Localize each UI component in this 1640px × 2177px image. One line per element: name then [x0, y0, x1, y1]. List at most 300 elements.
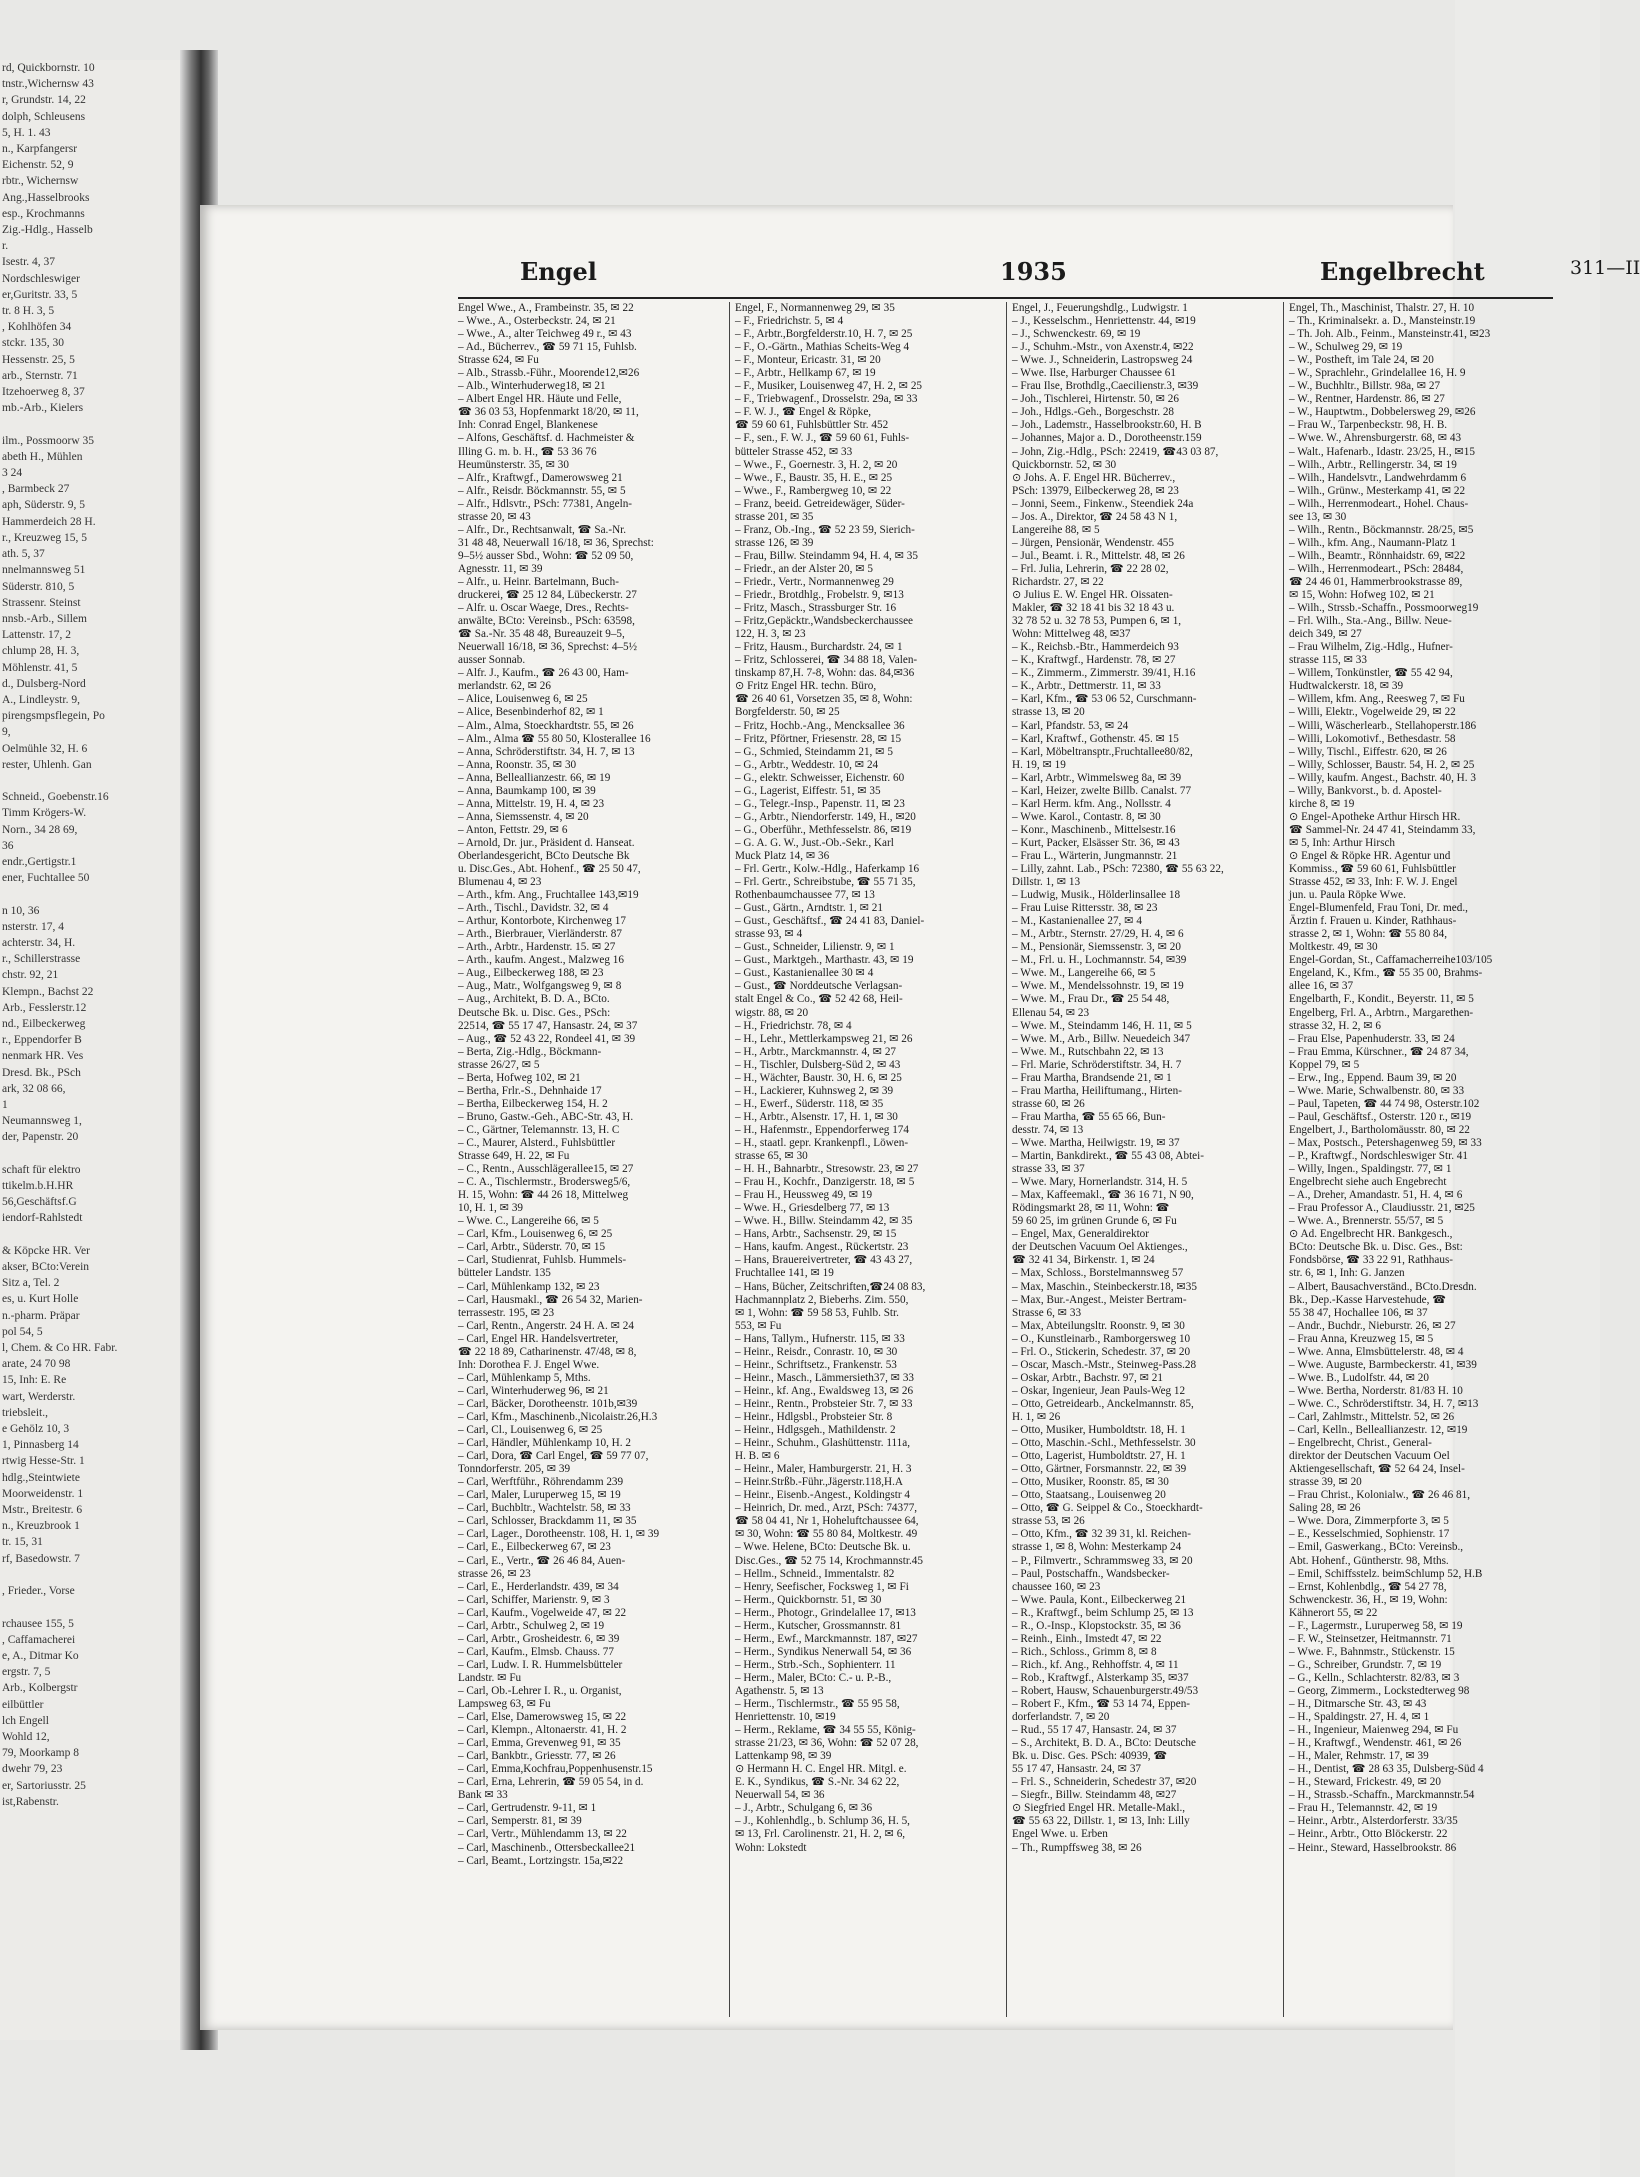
directory-entry-line: – H., Steward, Frickestr. 49, ✉ 20 — [1289, 1776, 1441, 1789]
facing-page-line: endr.,Gertigstr.1 — [2, 855, 77, 868]
directory-entry-line: PSch: 13979, Eilbeckerweg 28, ✉ 23 — [1012, 484, 1179, 497]
directory-entry-line: – F., Musiker, Louisenweg 47, H. 2, ✉ 25 — [735, 380, 923, 393]
directory-entry-line: – Heinr., Reisdr., Conrastr. 10, ✉ 30 — [735, 1345, 898, 1358]
directory-entry-line: – Karl, Arbtr., Wimmelsweg 8a, ✉ 39 — [1012, 771, 1182, 784]
directory-entry-line: – W., Schulweg 29, ✉ 19 — [1289, 341, 1403, 354]
directory-entry-line: – A., Dreher, Amandastr. 51, H. 4, ✉ 6 — [1289, 1189, 1463, 1202]
facing-page-line: tr. 8 H. 3, 5 — [2, 305, 55, 318]
directory-entry-line: – Aug., Eilbeckerweg 188, ✉ 23 — [458, 967, 604, 980]
directory-entry-line: – Alfr. J., Kaufm., ☎ 26 43 00, Ham- — [458, 667, 629, 680]
directory-entry-line: – G., Schmied, Steindamm 21, ✉ 5 — [735, 745, 893, 758]
directory-entry-line: – Wwe. M., Langereihe 66, ✉ 5 — [1012, 967, 1156, 980]
directory-entry-line: – Bruno, Gastw.-Geh., ABC-Str. 43, H. — [458, 1110, 634, 1123]
directory-entry-line: 22514, ☎ 55 17 47, Hansastr. 24, ✉ 37 — [458, 1019, 638, 1032]
facing-page-line: ist,Rabenstr. — [2, 1795, 59, 1808]
directory-entry-line: E. K., Syndikus, ☎ S.-Nr. 34 62 22, — [735, 1776, 900, 1789]
directory-entry-line: 55 17 47, Hansastr. 24, ✉ 37 — [1012, 1763, 1142, 1776]
directory-entry-line: – Fritz, Pförtner, Friesenstr. 28, ✉ 15 — [735, 732, 902, 745]
directory-entry-line: – H., Tischler, Dulsberg-Süd 2, ✉ 43 — [735, 1058, 901, 1071]
directory-entry-line: – H., Kraftwgf., Wendenstr. 461, ✉ 26 — [1289, 1737, 1462, 1750]
column-2 — [735, 302, 1000, 2017]
facing-page-line: tr. 15, 31 — [2, 1536, 43, 1549]
directory-entry-line: Langereihe 88, ✉ 5 — [1012, 523, 1100, 536]
facing-page-line: arate, 24 70 98 — [2, 1358, 71, 1371]
directory-entry-line: ☎ 58 04 41, Nr 1, Hoheluftchaussee 64, — [735, 1515, 919, 1528]
directory-entry-line: Landstr. ✉ Fu — [458, 1671, 522, 1684]
facing-page-line: Timm Krögers-W. — [2, 807, 87, 820]
directory-entry-line: – J., Arbtr., Schulgang 6, ✉ 36 — [735, 1802, 873, 1815]
directory-entry-line: Strasse 649, H. 22, ✉ Fu — [458, 1150, 570, 1163]
directory-entry-line: – Herm., Syndikus Nenerwall 54, ✉ 36 — [735, 1645, 912, 1658]
facing-page-line: rf, Basedowstr. 7 — [2, 1552, 80, 1565]
directory-entry-line: ☎ 55 63 22, Dillstr. 1, ✉ 13, Inh: Lilly — [1012, 1815, 1190, 1828]
directory-entry-line: H. B. ✉ 6 — [735, 1450, 780, 1463]
directory-entry-line: terrassestr. 195, ✉ 23 — [458, 1306, 555, 1319]
directory-entry-line: – Wwe. Karol., Contastr. 8, ✉ 30 — [1012, 810, 1161, 823]
directory-entry-line: – C., Gärtner, Telemannstr. 13, H. C — [458, 1123, 620, 1136]
directory-entry-line: – Robert, Hausw, Schauenburgerstr.49/53 — [1012, 1684, 1199, 1697]
directory-entry-line: – C. A., Tischlermstr., Brodersweg5/6, — [458, 1176, 631, 1189]
directory-entry-line: – R., Kraftwgf., beim Schlump 25, ✉ 13 — [1012, 1606, 1194, 1619]
directory-entry-line: Henriettenstr. 10, ✉19 — [735, 1711, 836, 1724]
directory-entry-line: Lampsweg 63, ✉ Fu — [458, 1698, 551, 1711]
directory-entry-line: Schwenckestr. 36, H., ✉ 19, Wohn: — [1289, 1593, 1448, 1606]
directory-entry-line: – P., Filmvertr., Schrammsweg 33, ✉ 20 — [1012, 1554, 1193, 1567]
directory-entry-line: deich 349, ✉ 27 — [1289, 628, 1362, 641]
directory-entry-line: – John, Zig.-Hdlg., PSch: 22419, ☎43 03 87, — [1012, 445, 1219, 458]
facing-page-line: nnelmannsweg 51 — [2, 564, 86, 577]
directory-entry-line: – Bertha, Eilbeckerweg 154, H. 2 — [458, 1097, 608, 1110]
directory-entry-line: – Herm., Tischlermstr., ☎ 55 95 58, — [735, 1698, 900, 1711]
directory-entry-line: – Oskar, Ingenieur, Jean Pauls-Weg 12 — [1012, 1384, 1186, 1397]
directory-entry-line: – Jonni, Seem., Finkenw., Steendiek 24a — [1012, 497, 1194, 510]
directory-entry-line: – Wwe. M., Steindamm 146, H. 11, ✉ 5 — [1012, 1019, 1192, 1032]
directory-entry-line: – H., Wächter, Baustr. 30, H. 6, ✉ 25 — [735, 1071, 902, 1084]
directory-entry-line: strasse 115, ✉ 33 — [1289, 654, 1367, 667]
directory-entry-line: – M., Kastanienallee 27, ✉ 4 — [1012, 915, 1142, 928]
directory-entry-line: – Heinr., Masch., Lämmersieth37, ✉ 33 — [735, 1371, 915, 1384]
directory-entry-line: Saling 28, ✉ 26 — [1289, 1502, 1361, 1515]
directory-entry-line: – Frau Martha, Brandsende 21, ✉ 1 — [1012, 1071, 1172, 1084]
directory-entry-line: Engeland, K., Kfm., ☎ 55 35 00, Brahms- — [1289, 967, 1483, 980]
directory-entry-line: – Carl, Ob.-Lehrer I. R., u. Organist, — [458, 1684, 622, 1697]
directory-entry-line: – K., Kraftwgf., Hardenstr. 78, ✉ 27 — [1012, 654, 1176, 667]
directory-entry-line: – Willy, kaufm. Angest., Bachstr. 40, H. 3 — [1289, 771, 1476, 784]
directory-entry-line: – Anna, Belleallianzestr. 66, ✉ 19 — [458, 771, 611, 784]
directory-entry-line: – Franz, Ob.-Ing., ☎ 52 23 59, Sierich- — [735, 523, 915, 536]
directory-entry-line: – E., Kesselschmied, Sophienstr. 17 — [1289, 1528, 1450, 1541]
directory-entry-line: – Wwe. M., Frau Dr., ☎ 25 54 48, — [1012, 993, 1170, 1006]
directory-entry-line: – M., Pensionär, Siemssenstr. 3, ✉ 20 — [1012, 941, 1181, 954]
directory-entry-line: – Arth., Tischl., Davidstr. 32, ✉ 4 — [458, 902, 609, 915]
facing-page-line: nd., Eilbeckerweg — [2, 1017, 86, 1030]
directory-entry-line: Strasse 6, ✉ 33 — [1012, 1306, 1082, 1319]
facing-page-line: , Frieder., Vorse — [2, 1585, 75, 1598]
facing-page-line: tnstr.,Wichernsw 43 — [2, 78, 94, 91]
directory-entry-line: stalt Engel & Co., ☎ 52 42 68, Heil- — [735, 993, 903, 1006]
facing-page-line: Arb., Fesslerstr.12 — [2, 1001, 87, 1014]
directory-entry-line: – Alm., Alma ☎ 55 80 50, Klosterallee 16 — [458, 732, 651, 745]
directory-entry-line: – Jul., Beamt. i. R., Mittelstr. 48, ✉ 26 — [1012, 549, 1185, 562]
directory-entry-line: Rödingsmarkt 28, ✉ 11, Wohn: ☎ — [1012, 1202, 1170, 1215]
directory-entry-line: – J., Schuhm.-Mstr., von Axenstr.4, ✉22 — [1012, 341, 1194, 354]
directory-entry-line: – Otto, Lagerist, Humboldtstr. 27, H. 1 — [1012, 1450, 1186, 1463]
directory-entry-line: – Alfr., Kraftwgf., Damerowsweg 21 — [458, 471, 623, 484]
directory-entry-line: – Carl, Arbtr., Grosheidestr. 6, ✉ 39 — [458, 1632, 620, 1645]
directory-entry-line: strasse 13, ✉ 20 — [1012, 706, 1085, 719]
directory-entry-line: Inh: Conrad Engel, Blankenese — [458, 419, 598, 432]
facing-page-line: mb.-Arb., Kielers — [2, 402, 84, 415]
directory-entry-line: ☎ 36 03 53, Hopfenmarkt 18/20, ✉ 11, — [458, 406, 639, 419]
directory-entry-line: ⊙ Fritz Engel HR. techn. Büro, — [735, 680, 877, 693]
directory-entry-line: – Joh., Lademstr., Hasselbrookstr.60, H. B — [1012, 419, 1202, 432]
directory-entry-line: – Carl, Kaufm., Elmsb. Chauss. 77 — [458, 1645, 614, 1658]
directory-entry-line: – Alfr. u. Oscar Waege, Dres., Rechts- — [458, 602, 629, 615]
facing-page-line: rchausee 155, 5 — [2, 1617, 74, 1630]
directory-entry-line: – H. H., Bahnarbtr., Stresowstr. 23, ✉ 27 — [735, 1163, 919, 1176]
directory-entry-line: – Anna, Schröderstiftstr. 34, H. 7, ✉ 13 — [458, 745, 635, 758]
directory-entry-line: – Jos. A., Direktor, ☎ 24 58 43 N 1, — [1012, 510, 1178, 523]
facing-page-line: Neumannsweg 1, — [2, 1115, 82, 1128]
directory-entry-line: – Carl, Bäcker, Dorotheenstr. 101b,✉39 — [458, 1397, 638, 1410]
directory-entry-line: H. 15, Wohn: ☎ 44 26 18, Mittelweg — [458, 1189, 629, 1202]
directory-entry-line: – Gust., Geschäftsf., ☎ 24 41 83, Daniel- — [735, 915, 925, 928]
directory-entry-line: – Siegfr., Billw. Steindamm 48, ✉27 — [1012, 1789, 1177, 1802]
directory-page — [200, 205, 1640, 2030]
header-right-word: Engelbrecht — [1320, 257, 1485, 286]
column-divider — [729, 302, 730, 2017]
facing-page-line: n., Kreuzbrook 1 — [2, 1520, 80, 1533]
directory-entry-line: – Wwe. Paula, Kont., Eilbeckerweg 21 — [1012, 1593, 1187, 1606]
directory-entry-line: Strasse 452, ✉ 33, Inh: F. W. J. Engel — [1289, 876, 1458, 889]
facing-page-line: dwehr 79, 23 — [2, 1763, 63, 1776]
directory-entry-line: – Kurt, Packer, Elsässer Str. 36, ✉ 43 — [1012, 836, 1180, 849]
directory-entry-line: – Friedr., an der Alster 20, ✉ 5 — [735, 562, 874, 575]
directory-entry-line: – Wilh., Herrenmodeart., Hohel. Chaus- — [1289, 497, 1469, 510]
directory-entry-line: – Willem, kfm. Ang., Reesweg 7, ✉ Fu — [1289, 693, 1465, 706]
directory-entry-line: – Emil, Gaswerkang., BCto: Vereinsb., — [1289, 1541, 1464, 1554]
directory-entry-line: – P., Kraftwgf., Nordschleswiger Str. 41 — [1289, 1150, 1468, 1163]
facing-page-line: abeth H., Mühlen — [2, 450, 83, 463]
directory-entry-line: – Hans, kaufm. Angest., Rückertstr. 23 — [735, 1241, 909, 1254]
facing-page-line: nsterstr. 17, 4 — [2, 920, 64, 933]
directory-entry-line: – Albert Engel HR. Häute und Felle, — [458, 393, 622, 406]
column-3 — [1012, 302, 1277, 2017]
facing-page-line: Strassenr. Steinst — [2, 596, 81, 609]
directory-entry-line: – G., Arbtr., Niendorferstr. 149, H., ✉20 — [735, 810, 916, 823]
directory-entry-line: – Hans, Bücher, Zeitschriften,☎24 08 83, — [735, 1280, 926, 1293]
directory-entry-line: – F., Friedrichstr. 5, ✉ 4 — [735, 315, 844, 328]
directory-entry-line: ☎ 24 46 01, Hammerbrookstrasse 89, — [1289, 575, 1463, 588]
directory-entry-line: – Rud., 55 17 47, Hansastr. 24, ✉ 37 — [1012, 1724, 1177, 1737]
directory-entry-line: strasse 2, ✉ 1, Wohn: ☎ 55 80 84, — [1289, 928, 1448, 941]
directory-entry-line: – Carl, Winterhuderweg 96, ✉ 21 — [458, 1384, 609, 1397]
directory-entry-line: – Wwe. F., Bahnmstr., Stückenstr. 15 — [1289, 1645, 1455, 1658]
directory-entry-line: – Carl, Schiffer, Marienstr. 9, ✉ 3 — [458, 1593, 610, 1606]
directory-entry-line: – Carl, Buchbltr., Wachtelstr. 58, ✉ 33 — [458, 1502, 631, 1515]
directory-entry-line: strasse 21/23, ✉ 36, Wohn: ☎ 52 07 28, — [735, 1737, 919, 1750]
directory-entry-line: – H., Arbtr., Marckmannstr. 4, ✉ 27 — [735, 1045, 897, 1058]
directory-entry-line: – Wwe., F., Baustr. 35, H. E., ✉ 25 — [735, 471, 893, 484]
directory-entry-line: chaussee 160, ✉ 23 — [1012, 1580, 1101, 1593]
directory-entry-line: Engel, J., Feuerungshdlg., Ludwigstr. 1 — [1012, 302, 1188, 314]
facing-page-line: Schneid., Goebenstr.16 — [2, 791, 109, 804]
directory-entry-line: strasse 33, ✉ 37 — [1012, 1163, 1085, 1176]
facing-page-line: es, u. Kurt Holle — [2, 1293, 79, 1306]
directory-entry-line: – Carl, Kfm., Maschinenb.,Nicolaistr.26,H.3 — [458, 1410, 658, 1423]
directory-entry-line: – F., Lagermstr., Luruperweg 58, ✉ 19 — [1289, 1619, 1463, 1632]
directory-entry-line: – Gust., ☎ Norddeutsche Verlagsan- — [735, 980, 903, 993]
directory-entry-line: – Walt., Hafenarb., Idastr. 23/25, H., ✉15 — [1289, 445, 1475, 458]
facing-page-line: schaft für elektro — [2, 1163, 81, 1176]
directory-entry-line: – H., Spaldingstr. 27, H. 4, ✉ 1 — [1289, 1711, 1430, 1724]
directory-entry-line: dorferlandstr. 7, ✉ 20 — [1012, 1711, 1110, 1724]
directory-entry-line: – Alfr., Reisdr. Böckmannstr. 55, ✉ 5 — [458, 484, 626, 497]
directory-entry-line: 59 60 25, im grünen Grunde 6, ✉ Fu — [1012, 1215, 1177, 1228]
directory-entry-line: – Carl, E., Vertr., ☎ 26 46 84, Auen- — [458, 1554, 626, 1567]
directory-entry-line: – Th. Joh. Alb., Feinm., Mansteinstr.41, ✉23 — [1289, 328, 1491, 341]
directory-entry-line: – H., Dentist, ☎ 28 63 35, Dulsberg-Süd 4 — [1289, 1763, 1484, 1776]
directory-entry-line: Abt. Hohenf., Güntherstr. 98, Mths. — [1289, 1554, 1449, 1567]
directory-entry-line: – Wwe. Helene, BCto: Deutsche Bk. u. — [735, 1541, 911, 1554]
facing-page-line: Oelmühle 32, H. 6 — [2, 742, 88, 755]
directory-entry-line: – Anna, Mittelstr. 19, H. 4, ✉ 23 — [458, 797, 605, 810]
directory-entry-line: – Wwe. M., Mendelssohnstr. 19, ✉ 19 — [1012, 980, 1184, 993]
directory-entry-line: – Emil, Schiffsstelz. beimSchlump 52, H.B — [1289, 1567, 1483, 1580]
directory-entry-line: – Arnold, Dr. jur., Präsident d. Hanseat. — [458, 836, 635, 849]
directory-entry-line: – F., O.-Gärtn., Mathias Scheits-Weg 4 — [735, 341, 910, 354]
directory-entry-line: Heumünsterstr. 35, ✉ 30 — [458, 458, 569, 471]
directory-entry-line: 31 48 48, Neuerwall 16/18, ✉ 36, Sprechst: — [458, 536, 654, 549]
directory-entry-line: strasse 126, ✉ 39 — [735, 536, 814, 549]
directory-entry-line: – Carl, Bankbtr., Griesstr. 77, ✉ 26 — [458, 1750, 616, 1763]
directory-entry-line: – G., Lagerist, Eiffestr. 51, ✉ 35 — [735, 784, 881, 797]
directory-entry-line: – Carl, Vertr., Mühlendamm 13, ✉ 22 — [458, 1828, 627, 1841]
facing-page-line: rester, Uhlenh. Gan — [2, 758, 92, 771]
facing-page-line: rd, Quickbornstr. 10 — [2, 62, 95, 74]
directory-entry-line: – Alb., Strassb.-Führ., Moorende12,✉26 — [458, 367, 640, 380]
directory-entry-line: – Wwe. M., Arb., Billw. Neuedeich 347 — [1012, 1032, 1191, 1045]
directory-entry-line: – H., Strassb.-Schaffn., Marckmannstr.54 — [1289, 1789, 1475, 1802]
directory-entry-line: Agathenstr. 5, ✉ 13 — [735, 1684, 824, 1697]
facing-page-line: wart, Werderstr. — [2, 1390, 76, 1403]
header-year: 1935 — [1000, 257, 1067, 286]
directory-entry-line: – H., Arbtr., Alsenstr. 17, H. 1, ✉ 30 — [735, 1110, 898, 1123]
directory-entry-line: strasse 60, ✉ 26 — [1012, 1097, 1085, 1110]
directory-entry-line: – Frl. Wilh., Sta.-Ang., Billw. Neue- — [1289, 615, 1452, 628]
directory-entry-line: – Alice, Besenbinderhof 82, ✉ 1 — [458, 706, 604, 719]
directory-entry-line: – Wwe. M., Rutschbahn 22, ✉ 13 — [1012, 1045, 1164, 1058]
facing-page-line: , Caffamacherei — [2, 1633, 76, 1646]
directory-entry-line: – Frau Emma, Kürschner., ☎ 24 87 34, — [1289, 1045, 1469, 1058]
directory-entry-line: Wohn: Lokstedt — [735, 1841, 807, 1854]
directory-entry-line: Hudtwalckerstr. 18, ✉ 39 — [1289, 680, 1404, 693]
directory-entry-line: Neuerwall 54, ✉ 36 — [735, 1789, 825, 1802]
directory-entry-line: Strasse 624, ✉ Fu — [458, 354, 539, 367]
directory-entry-line: – Oskar, Arbtr., Bachstr. 97, ✉ 21 — [1012, 1371, 1163, 1384]
directory-entry-line: Hachmannplatz 2, Bieberhs. Zim. 550, — [735, 1293, 909, 1306]
facing-page-line — [0, 1146, 190, 1162]
directory-entry-line: – Rob., Kraftwgf., Alsterkamp 35, ✉37 — [1012, 1671, 1189, 1684]
directory-entry-line: – G. A. G. W., Just.-Ob.-Sekr., Karl — [735, 836, 894, 849]
directory-entry-line: Neuerwall 16/18, ✉ 36, Sprechst: 4–5½ — [458, 641, 638, 654]
directory-entry-line: Illing G. m. b. H., ☎ 53 36 76 — [458, 445, 597, 458]
facing-page-line: triebsleit., — [2, 1406, 48, 1419]
directory-entry-line: Makler, ☎ 32 18 41 bis 32 18 43 u. — [1012, 602, 1175, 615]
directory-entry-line: – F., Arbtr., Hellkamp 67, ✉ 19 — [735, 367, 876, 380]
directory-entry-line: – Carl, Dora, ☎ Carl Engel, ☎ 59 77 07, — [458, 1450, 649, 1463]
directory-entry-line: – Wwe., A., alter Teichweg 49 r., ✉ 43 — [458, 328, 632, 341]
directory-entry-line: – Paul, Postschaffn., Wandsbecker- — [1012, 1567, 1170, 1580]
directory-entry-line: – Wilh., Rentn., Böckmannstr. 28/25, ✉5 — [1289, 523, 1474, 536]
directory-entry-line: ✉ 5, Inh: Arthur Hirsch — [1289, 836, 1396, 849]
directory-entry-line: – H., Ditmarsche Str. 43, ✉ 43 — [1289, 1698, 1427, 1711]
directory-entry-line: – Herm., Reklame, ☎ 34 55 55, König- — [735, 1724, 916, 1737]
directory-entry-line: strasse 65, ✉ 30 — [735, 1150, 808, 1163]
directory-entry-line: – Alfr., Hdlsvtr., PSch: 77381, Angeln- — [458, 497, 633, 510]
facing-page-line: n.-pharm. Präpar — [2, 1309, 80, 1322]
facing-page-line: arb., Sternstr. 71 — [2, 369, 78, 382]
directory-entry-line: – Carl, Kfm., Louisenweg 6, ✉ 25 — [458, 1228, 613, 1241]
directory-entry-line: – Fritz,Gepäcktr.,Wandsbeckerchaussee — [735, 615, 914, 628]
directory-entry-line: Lattenkamp 98, ✉ 39 — [735, 1750, 832, 1763]
directory-entry-line: strasse 32, H. 2, ✉ 6 — [1289, 1019, 1382, 1032]
directory-entry-line: Engel Wwe., A., Frambeinstr. 35, ✉ 22 — [458, 302, 634, 314]
directory-entry-line: – Frau H., Kochfr., Danzigerstr. 18, ✉ 5 — [735, 1176, 915, 1189]
directory-entry-line: – F., Triebwagenf., Drosselstr. 29a, ✉ 33 — [735, 393, 918, 406]
directory-entry-line: 55 38 47, Hochallee 106, ✉ 37 — [1289, 1306, 1428, 1319]
directory-columns — [458, 302, 1553, 2022]
directory-entry-line: der Deutschen Vacuum Oel Aktienges., — [1012, 1241, 1188, 1254]
facing-page-line: Wohld 12, — [2, 1730, 50, 1743]
facing-page-line: 5, H. 1. 43 — [2, 126, 51, 139]
directory-entry-line: Oberlandesgericht, BCto Deutsche Bk — [458, 849, 630, 862]
directory-entry-line: – Frau W., Tarpenbeckstr. 98, H. B. — [1289, 419, 1448, 432]
column-divider — [1283, 302, 1284, 2017]
directory-entry-line: – Lilly, zahnt. Lab., PSch: 72380, ☎ 55 63 22, — [1012, 863, 1224, 876]
directory-entry-line: Engel, F., Normannenweg 29, ✉ 35 — [735, 302, 895, 314]
directory-entry-line: – Alm., Alma, Stoeckhardtstr. 55, ✉ 26 — [458, 719, 634, 732]
directory-entry-line: – Otto, Getreidearb., Anckelmannstr. 85, — [1012, 1397, 1194, 1410]
directory-entry-line: – Willy, Schlosser, Baustr. 54, H. 2, ✉ 25 — [1289, 758, 1475, 771]
directory-entry-line: – Fritz, Hochb.-Ang., Mencksallee 36 — [735, 719, 905, 732]
directory-entry-line: direktor der Deutschen Vacuum Oel — [1289, 1450, 1450, 1463]
facing-page-line: pol 54, 5 — [2, 1325, 43, 1338]
directory-entry-line: – R., O.-Insp., Klopstockstr. 35, ✉ 36 — [1012, 1619, 1181, 1632]
facing-page-line: r, Grundstr. 14, 22 — [2, 94, 86, 107]
directory-entry-line: – H., Maler, Rehmstr. 17, ✉ 39 — [1289, 1750, 1429, 1763]
directory-entry-line: – Ad., Bücherrev., ☎ 59 71 15, Fuhlsb. — [458, 341, 637, 354]
directory-entry-line: BCto: Deutsche Bk. u. Disc. Ges., Bst: — [1289, 1241, 1463, 1254]
directory-entry-line: – Carl, Emma, Grevenweg 91, ✉ 35 — [458, 1737, 621, 1750]
directory-entry-line: – Wwe. Marie, Schwalbenstr. 80, ✉ 33 — [1289, 1084, 1465, 1097]
directory-entry-line: – Friedr., Vertr., Normannenweg 29 — [735, 575, 894, 588]
facing-page-line: dolph, Schleusens — [2, 110, 86, 123]
directory-entry-line: Rothenbaumchaussee 77, ✉ 13 — [735, 889, 875, 902]
directory-entry-line: – Henry, Seefischer, Focksweg 1, ✉ Fi — [735, 1580, 909, 1593]
facing-page-line: Mstr., Breitestr. 6 — [2, 1504, 83, 1517]
directory-entry-line: – Herm., Strb.-Sch., Sophienterr. 11 — [735, 1658, 896, 1671]
directory-entry-line: – Gust., Kastanienallee 30 ✉ 4 — [735, 967, 874, 980]
facing-page-line: r. — [2, 240, 9, 253]
directory-entry-line: – Frl. Gertr., Schreibstube, ☎ 55 71 35, — [735, 876, 916, 889]
directory-entry-line: – H., Lehr., Mettlerkampsweg 21, ✉ 26 — [735, 1032, 913, 1045]
column-1 — [458, 302, 723, 2017]
page-header — [520, 257, 1640, 291]
directory-entry-line: ✉ 30, Wohn: ☎ 55 80 84, Moltkestr. 49 — [735, 1528, 918, 1541]
facing-page-line: Norn., 34 28 69, — [2, 823, 78, 836]
directory-entry-line: – Frau Wilhelm, Zig.-Hdlg., Hufner- — [1289, 641, 1453, 654]
directory-entry-line: – H., Ingenieur, Maienweg 294, ✉ Fu — [1289, 1724, 1459, 1737]
directory-entry-line: – Carl, Händler, Mühlenkamp 10, H. 2 — [458, 1437, 631, 1450]
directory-entry-line: – G., Schreiber, Grundstr. 7, ✉ 19 — [1289, 1658, 1442, 1671]
directory-entry-line: – Max, Kaffeemakl., ☎ 36 16 71, N 90, — [1012, 1189, 1194, 1202]
directory-entry-line: – Frau, Billw. Steindamm 94, H. 4, ✉ 35 — [735, 549, 918, 562]
directory-entry-line: – Frau Ilse, Brothdlg.,Caecilienstr.3, ✉39 — [1012, 380, 1199, 393]
directory-entry-line: – Willem, Tonkünstler, ☎ 55 42 94, — [1289, 667, 1453, 680]
facing-page-line: Eichenstr. 52, 9 — [2, 159, 74, 172]
directory-entry-line: – Wwe. Ilse, Harburger Chaussee 61 — [1012, 367, 1176, 380]
directory-entry-line: 9–5½ ausser Sbd., Wohn: ☎ 52 09 50, — [458, 549, 634, 562]
directory-entry-line: Inh: Dorothea F. J. Engel Wwe. — [458, 1358, 600, 1371]
directory-entry-line: – G., elektr. Schweisser, Eichenstr. 60 — [735, 771, 905, 784]
directory-entry-line: – Ludwig, Musik., Hölderlinsallee 18 — [1012, 889, 1181, 902]
facing-page-line: Möhlenstr. 41, 5 — [2, 661, 78, 674]
facing-page-line — [0, 416, 190, 432]
directory-entry-line: – F., Monteur, Ericastr. 31, ✉ 20 — [735, 354, 881, 367]
directory-entry-line: ☎ 32 41 34, Birkenstr. 1, ✉ 24 — [1012, 1254, 1155, 1267]
directory-entry-line: – Frau Anna, Kreuzweg 15, ✉ 5 — [1289, 1332, 1434, 1345]
directory-entry-line: – Robert F., Kfm., ☎ 53 14 74, Eppen- — [1012, 1698, 1191, 1711]
directory-entry-line: – Herm., Photogr., Grindelallee 17, ✉13 — [735, 1606, 916, 1619]
facing-page-line: r., Eppendorfer B — [2, 1034, 82, 1047]
directory-entry-line: – Wwe., F., Goernestr. 3, H. 2, ✉ 20 — [735, 458, 898, 471]
directory-entry-line: druckerei, ☎ 25 12 84, Lübeckerstr. 27 — [458, 589, 637, 602]
directory-entry-line: Kommiss., ☎ 59 60 61, Fuhlsbüttler — [1289, 863, 1456, 876]
facing-page-line: , Barmbeck 27 — [2, 483, 70, 496]
directory-entry-line: – Hellm., Schneid., Immentalstr. 82 — [735, 1567, 895, 1580]
directory-entry-line: – Otto, Musiker, Roonstr. 85, ✉ 30 — [1012, 1476, 1169, 1489]
directory-entry-line: – W., Rentner, Hardenstr. 86, ✉ 27 — [1289, 393, 1445, 406]
directory-entry-line: – Wwe. Martha, Heilwigstr. 19, ✉ 37 — [1012, 1137, 1180, 1149]
directory-entry-line: – H., Hafenmstr., Eppendorferweg 174 — [735, 1123, 909, 1136]
directory-entry-line: – Carl, Kelln., Belleallianzestr. 12, ✉19 — [1289, 1424, 1468, 1437]
directory-entry-line: – Ernst, Kohlenbdlg., ☎ 54 27 78, — [1289, 1580, 1447, 1593]
column-divider — [1006, 302, 1007, 2017]
directory-entry-line: – Frau H., Heussweg 49, ✉ 19 — [735, 1189, 873, 1202]
directory-entry-line: Wohn: Mittelweg 48, ✉37 — [1012, 628, 1131, 641]
directory-entry-line: – Th., Rumpffsweg 38, ✉ 26 — [1012, 1841, 1142, 1854]
directory-entry-line: – Karl, Kfm., ☎ 53 06 52, Curschmann- — [1012, 693, 1197, 706]
directory-entry-line: strasse 26/27, ✉ 5 — [458, 1058, 540, 1071]
directory-entry-line: Fruchtallee 141, ✉ 19 — [735, 1267, 834, 1280]
facing-page-line: Moorweidenstr. 1 — [2, 1487, 84, 1500]
directory-entry-line: – Wwe. Dora, Zimmerpforte 3, ✉ 5 — [1289, 1515, 1449, 1528]
directory-entry-line: wigstr. 88, ✉ 20 — [735, 1006, 809, 1019]
directory-entry-line: Engel Wwe. u. Erben — [1012, 1828, 1108, 1841]
facing-page-line: hdlg.,Steintwiete — [2, 1471, 80, 1484]
directory-entry-line: H. 1, ✉ 26 — [1012, 1410, 1061, 1423]
directory-entry-line: – Carl, Lager., Dorotheenstr. 108, H. 1, ✉ 39 — [458, 1528, 660, 1541]
directory-entry-line: – Karl Herm. kfm. Ang., Nollsstr. 4 — [1012, 797, 1171, 810]
directory-entry-line: Moltkestr. 49, ✉ 30 — [1289, 941, 1378, 954]
directory-entry-line: – W., Postheft, im Tale 24, ✉ 20 — [1289, 354, 1434, 367]
directory-entry-line: – Arth., kfm. Ang., Fruchtallee 143,✉19 — [458, 889, 639, 902]
directory-entry-line: – F., sen., F. W. J., ☎ 59 60 61, Fuhls- — [735, 432, 910, 445]
directory-entry-line: – Frau L., Wärterin, Jungmannstr. 21 — [1012, 849, 1178, 862]
directory-entry-line: – W., Buchhltr., Billstr. 98a, ✉ 27 — [1289, 380, 1441, 393]
facing-page-line: er,Guritstr. 33, 5 — [2, 288, 78, 301]
